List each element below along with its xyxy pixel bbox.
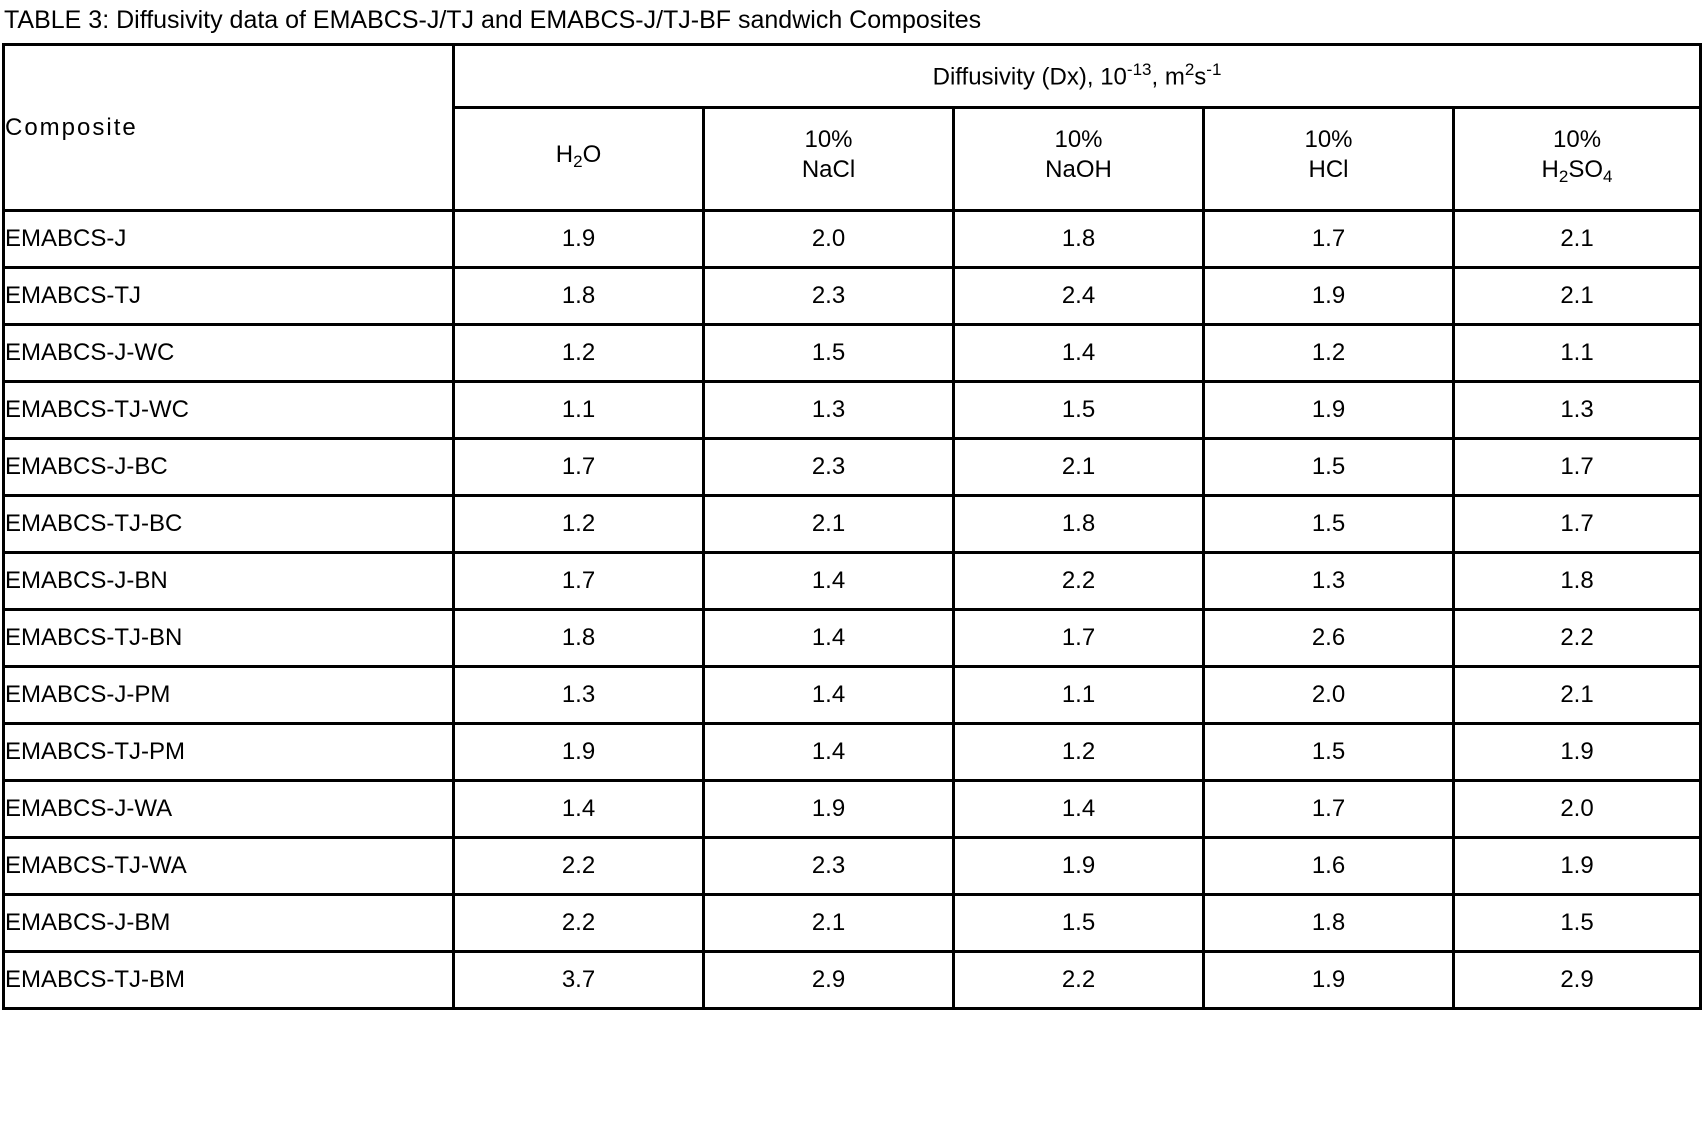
cell-value: 1.2 bbox=[1204, 325, 1454, 382]
cell-value: 1.9 bbox=[1204, 952, 1454, 1009]
cell-value: 2.3 bbox=[704, 439, 954, 496]
table-row bbox=[4, 496, 1701, 553]
cell-value: 1.2 bbox=[454, 325, 704, 382]
cell-value: 1.9 bbox=[704, 781, 954, 838]
row-label: EMABCS-J-BM bbox=[4, 895, 454, 952]
cell-value: 1.7 bbox=[1454, 496, 1701, 553]
cell-value: 2.1 bbox=[1454, 268, 1701, 325]
header-col0-post: O bbox=[582, 141, 602, 169]
header-col4-sub: 2 bbox=[1558, 167, 1569, 187]
cell-value: 1.8 bbox=[1204, 895, 1454, 952]
cell-value: 1.9 bbox=[1204, 268, 1454, 325]
table-row bbox=[4, 895, 1701, 952]
cell-value: 1.9 bbox=[1454, 838, 1701, 895]
cell-value: 1.7 bbox=[954, 610, 1204, 667]
table-row bbox=[4, 382, 1701, 439]
cell-value: 1.8 bbox=[454, 268, 704, 325]
table-row bbox=[4, 553, 1701, 610]
cell-value: 2.1 bbox=[954, 439, 1204, 496]
row-label: EMABCS-TJ-BM bbox=[4, 952, 454, 1009]
cell-value: 1.9 bbox=[1454, 724, 1701, 781]
header-diffusivity-exponent3: -1 bbox=[1206, 60, 1222, 80]
row-label: EMABCS-J-BC bbox=[4, 439, 454, 496]
table-row bbox=[4, 838, 1701, 895]
cell-value: 2.2 bbox=[1454, 610, 1701, 667]
header-diffusivity-mid: , m bbox=[1151, 63, 1185, 91]
cell-value: 1.5 bbox=[954, 382, 1204, 439]
header-col3-line1: 10% bbox=[1304, 126, 1353, 154]
header-column-nacl bbox=[704, 108, 954, 211]
cell-value: 1.9 bbox=[954, 838, 1204, 895]
header-diffusivity-s: s bbox=[1194, 63, 1207, 91]
header-col4-post: SO bbox=[1568, 156, 1604, 184]
cell-value: 2.2 bbox=[454, 838, 704, 895]
cell-value: 2.1 bbox=[704, 895, 954, 952]
cell-value: 2.2 bbox=[454, 895, 704, 952]
cell-value: 2.6 bbox=[1204, 610, 1454, 667]
table-row bbox=[4, 439, 1701, 496]
cell-value: 1.1 bbox=[454, 382, 704, 439]
header-col1-pre: NaCl bbox=[801, 156, 856, 184]
cell-value: 1.7 bbox=[454, 439, 704, 496]
table-caption: TABLE 3: Diffusivity data of EMABCS-J/TJ and EMABCS-J/TJ-BF sandwich Composites bbox=[4, 6, 982, 34]
header-column-hcl bbox=[1204, 108, 1454, 211]
cell-value: 1.4 bbox=[704, 724, 954, 781]
header-col1-line2 bbox=[705, 155, 952, 192]
cell-value: 1.7 bbox=[1204, 211, 1454, 268]
row-label: EMABCS-TJ bbox=[4, 268, 454, 325]
header-column-h2so4 bbox=[1454, 108, 1701, 211]
header-col4-sub2: 4 bbox=[1603, 167, 1613, 187]
cell-value: 2.1 bbox=[704, 496, 954, 553]
cell-value: 1.4 bbox=[704, 610, 954, 667]
cell-value: 1.5 bbox=[1204, 439, 1454, 496]
header-composite: Composite bbox=[4, 45, 454, 211]
header-col4-pre: H bbox=[1541, 156, 1559, 184]
header-column-h2o bbox=[454, 108, 704, 211]
table-row bbox=[4, 211, 1701, 268]
header-col2-line1: 10% bbox=[1054, 126, 1103, 154]
row-label: EMABCS-J-PM bbox=[4, 667, 454, 724]
table-row bbox=[4, 667, 1701, 724]
cell-value: 1.2 bbox=[954, 724, 1204, 781]
cell-value: 1.9 bbox=[1204, 382, 1454, 439]
header-col3-pre: HCl bbox=[1308, 156, 1349, 184]
table-row bbox=[4, 268, 1701, 325]
header-col0-pre: H bbox=[555, 141, 574, 169]
cell-value: 1.5 bbox=[1204, 496, 1454, 553]
cell-value: 2.2 bbox=[954, 553, 1204, 610]
cell-value: 3.7 bbox=[454, 952, 704, 1009]
cell-value: 2.3 bbox=[704, 268, 954, 325]
cell-value: 1.1 bbox=[1454, 325, 1701, 382]
header-column-naoh bbox=[954, 108, 1204, 211]
row-label: EMABCS-TJ-PM bbox=[4, 724, 454, 781]
cell-value: 2.2 bbox=[954, 952, 1204, 1009]
table-row bbox=[4, 952, 1701, 1009]
row-label: EMABCS-J-WC bbox=[4, 325, 454, 382]
cell-value: 2.1 bbox=[1454, 211, 1701, 268]
cell-value: 1.3 bbox=[1204, 553, 1454, 610]
row-label: EMABCS-TJ-BC bbox=[4, 496, 454, 553]
cell-value: 1.3 bbox=[454, 667, 704, 724]
row-label: EMABCS-J bbox=[4, 211, 454, 268]
cell-value: 1.9 bbox=[454, 724, 704, 781]
cell-value: 1.3 bbox=[704, 382, 954, 439]
cell-value: 1.8 bbox=[954, 496, 1204, 553]
row-label: EMABCS-TJ-WC bbox=[4, 382, 454, 439]
header-col3-line2 bbox=[1205, 155, 1452, 192]
table-row bbox=[4, 781, 1701, 838]
header-diffusivity-exponent2: 2 bbox=[1184, 60, 1195, 80]
header-diffusivity-main: Diffusivity (Dx), 10 bbox=[932, 63, 1127, 91]
header-col0-line2 bbox=[455, 140, 702, 177]
row-label: EMABCS-TJ-WA bbox=[4, 838, 454, 895]
cell-value: 1.5 bbox=[1454, 895, 1701, 952]
header-col4-line1: 10% bbox=[1553, 126, 1602, 154]
cell-value: 1.8 bbox=[454, 610, 704, 667]
cell-value: 1.9 bbox=[454, 211, 704, 268]
cell-value: 2.9 bbox=[1454, 952, 1701, 1009]
cell-value: 1.1 bbox=[954, 667, 1204, 724]
row-label: EMABCS-J-BN bbox=[4, 553, 454, 610]
cell-value: 2.3 bbox=[704, 838, 954, 895]
cell-value: 1.5 bbox=[954, 895, 1204, 952]
cell-value: 2.9 bbox=[704, 952, 954, 1009]
header-col1-line1: 10% bbox=[804, 126, 853, 154]
header-col0-sub: 2 bbox=[573, 152, 583, 172]
table-row bbox=[4, 724, 1701, 781]
cell-value: 1.7 bbox=[1204, 781, 1454, 838]
cell-value: 2.4 bbox=[954, 268, 1204, 325]
cell-value: 1.4 bbox=[454, 781, 704, 838]
cell-value: 1.5 bbox=[1204, 724, 1454, 781]
row-label: EMABCS-J-WA bbox=[4, 781, 454, 838]
diffusivity-table bbox=[2, 43, 1702, 1010]
table-row bbox=[4, 325, 1701, 382]
cell-value: 2.0 bbox=[704, 211, 954, 268]
cell-value: 1.4 bbox=[704, 667, 954, 724]
cell-value: 1.4 bbox=[704, 553, 954, 610]
cell-value: 1.8 bbox=[954, 211, 1204, 268]
cell-value: 1.8 bbox=[1454, 553, 1701, 610]
cell-value: 2.0 bbox=[1454, 781, 1701, 838]
header-col2-pre: NaOH bbox=[1045, 156, 1112, 184]
cell-value: 1.4 bbox=[954, 781, 1204, 838]
cell-value: 1.5 bbox=[704, 325, 954, 382]
table-row bbox=[4, 610, 1701, 667]
cell-value: 2.0 bbox=[1204, 667, 1454, 724]
cell-value: 1.6 bbox=[1204, 838, 1454, 895]
cell-value: 1.7 bbox=[454, 553, 704, 610]
table-header-row-top bbox=[4, 45, 1701, 108]
header-diffusivity-exponent: -13 bbox=[1126, 60, 1152, 80]
cell-value: 1.4 bbox=[954, 325, 1204, 382]
row-label: EMABCS-TJ-BN bbox=[4, 610, 454, 667]
cell-value: 1.3 bbox=[1454, 382, 1701, 439]
header-diffusivity bbox=[454, 45, 1701, 108]
header-col2-line2 bbox=[955, 155, 1202, 192]
cell-value: 2.1 bbox=[1454, 667, 1701, 724]
header-col4-line2 bbox=[1455, 155, 1699, 192]
cell-value: 1.2 bbox=[454, 496, 704, 553]
cell-value: 1.7 bbox=[1454, 439, 1701, 496]
